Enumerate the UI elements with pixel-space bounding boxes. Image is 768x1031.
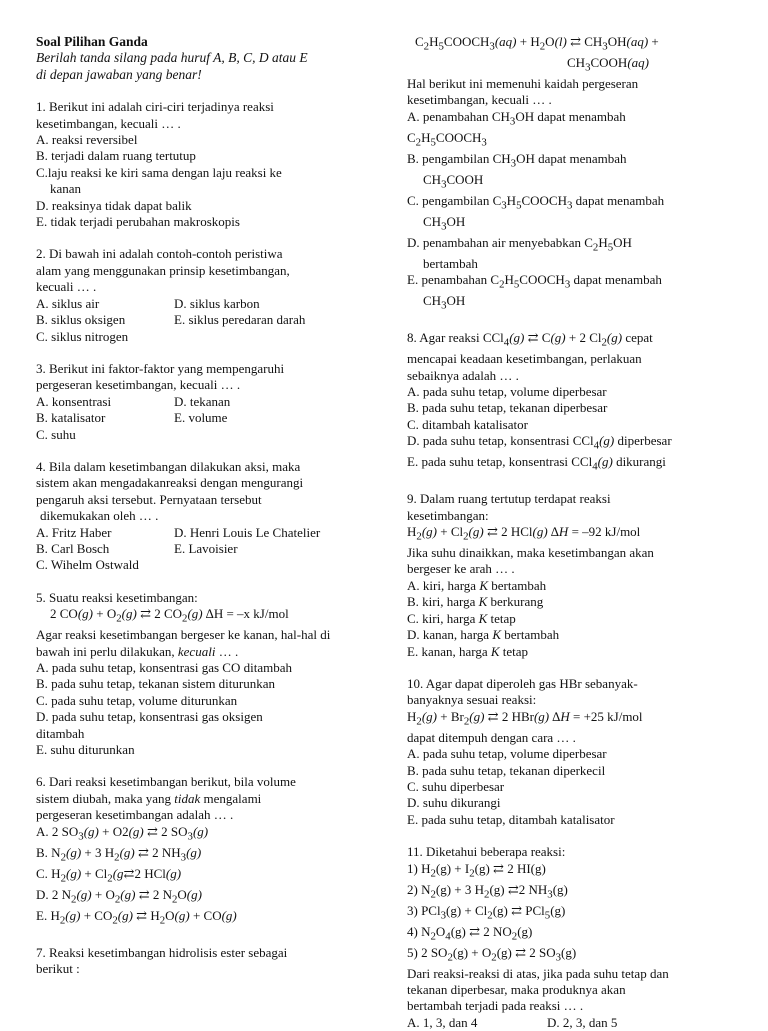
question-4-option-b[interactable]: B. Carl Bosch [36,540,110,556]
question-7-option-d[interactable]: D. penambahan air menyebabkan $C_2H_5OH$ [407,234,632,254]
question-9-option-b[interactable]: B. kiri, harga K berkurang [407,594,544,610]
question-7-option-b[interactable]: B. pengambilan $CH_3OH$ dapat menambah [407,150,627,170]
question-6-stem: sistem diubah, maka yang tidak mengalami [36,790,262,806]
question-4-option-a[interactable]: A. Fritz Haber [36,524,112,540]
question-7-stem: Hal berikut ini memenuhi kaidah pergeseran [407,76,639,91]
question-7-option-a-cont[interactable]: $C_2H_5COOCH_3$ [407,129,487,149]
question-2-stem: 2. Di bawah ini adalah contoh-contoh peristiwa [36,246,283,262]
question-9-option-a[interactable]: A. kiri, harga K bertambah [407,577,547,593]
question-2-option-b[interactable]: B. siklus oksigen [36,312,126,328]
question-7-stem: kesetimbangan, kecuali … . [407,92,552,108]
question-7-option-c[interactable]: C. pengambilan $C_3H_5COOCH_3$ dapat menambah [407,192,665,212]
left-column [36,34,366,977]
question-8-option-d[interactable]: D. pada suhu tetap, konsentrasi CCl$_4$(g) diperbesar [407,433,672,452]
question-1-option-d[interactable]: D. reaksinya tidak dapat balik [36,197,192,213]
question-11-reaction-2: 2) $N_2(g) + 3$ $H_2(g)$ ⇄2 $NH_3(g)$ [407,881,568,901]
question-5-option-d-cont[interactable]: ditambah [36,725,85,741]
question-1-option-c-cont[interactable]: kanan [50,181,82,197]
question-9-stem: 9. Dalam ruang tertutup terdapat reaksi [407,491,611,507]
question-2-option-a[interactable]: A. siklus air [36,295,100,311]
question-5-stem: bawah ini perlu dilakukan, kecuali … . [36,643,239,659]
question-7-option-e-cont[interactable]: $CH_3OH$ [423,293,466,312]
question-10-option-a[interactable]: A. pada suhu tetap, volume diperbesar [407,746,607,762]
question-4-stem: dikemukakan oleh … . [40,508,159,524]
instruction-line-1: Berilah tanda silang pada huruf A, B, C, D atau E [36,50,308,66]
question-5-stem: 5. Suatu reaksi kesetimbangan: [36,589,198,605]
question-4 [36,459,366,574]
question-1-option-b[interactable]: B. terjadi dalam ruang tertutup [36,148,196,164]
question-9-option-d[interactable]: D. kanan, harga K bertambah [407,627,560,643]
question-10-option-e[interactable]: E. pada suhu tetap, ditambah katalisator [407,811,615,827]
question-3-option-d[interactable]: D. tekanan [174,393,231,409]
question-10-stem: 10. Agar dapat diperoleh gas HBr sebanyak- [407,675,638,691]
question-2-option-c[interactable]: C. siklus nitrogen [36,328,129,344]
question-5-option-b[interactable]: B. pada suhu tetap, tekanan sistem diturunkan [36,676,276,692]
question-1-option-a[interactable]: A. reaksi reversibel [36,132,138,148]
question-7-equation-cont: $CH_3COOH(aq)$ [567,55,649,74]
question-4-option-e[interactable]: E. Lavoisier [174,540,238,556]
page-title: Soal Pilihan Ganda [36,34,148,49]
question-11-reaction-1: 1) $H_2(g) + I_2(g)$ ⇄ 2 HI(g) [407,860,546,880]
question-3-option-c[interactable]: C. suhu [36,426,76,442]
question-2-option-e[interactable]: E. siklus peredaran darah [174,312,306,328]
question-8 [407,330,737,475]
question-10-stem: dapat ditempuh dengan cara … . [407,729,576,745]
question-11-options [407,1015,737,1031]
question-11-stem: bertambah terjadi pada reaksi … . [407,998,584,1014]
question-6-stem: 6. Dari reaksi kesetimbangan berikut, bila volume [36,774,296,790]
question-5-option-c[interactable]: C. pada suhu tetap, volume diturunkan [36,692,238,708]
question-5-option-d[interactable]: D. pada suhu tetap, konsentrasi gas oksigen [36,709,263,725]
question-9-stem: kesetimbangan: [407,507,489,523]
question-3 [36,361,366,443]
question-7-option-c-cont[interactable]: $CH_3OH$ [423,213,466,233]
question-7 [36,945,366,978]
question-1 [36,99,366,230]
question-3-option-a[interactable]: A. konsentrasi [36,393,112,409]
question-1-option-c[interactable]: C.laju reaksi ke kiri sama dengan laju reaksi ke [36,164,282,180]
question-4-options [36,525,366,574]
question-4-stem: sistem akan mengadakanreaksi dengan mengurangi [36,475,304,491]
question-3-option-e[interactable]: E. volume [174,410,228,426]
instruction-line-2: di depan jawaban yang benar! [36,66,202,82]
question-5-option-a[interactable]: A. pada suhu tetap, konsentrasi gas CO ditambah [36,660,292,675]
question-8-stem: 8. Agar reaksi CCl$_4$(g) ⇄ C(g) + 2 $Cl_2(g)$ cepat [407,330,653,349]
question-1-stem: 1. Berikut ini adalah ciri-ciri terjadinya reaksi [36,99,274,115]
question-5-stem: Agar reaksi kesetimbangan bergeser ke kanan, hal-hal di [36,627,331,643]
question-10-option-b[interactable]: B. pada suhu tetap, tekanan diperkecil [407,762,606,778]
question-2-option-d[interactable]: D. siklus karbon [174,295,260,311]
question-7-option-a[interactable]: A. penambahan $CH_3OH$ dapat menambah [407,108,626,128]
question-11-reaction-5: 5) 2 $SO_2(g) + O_2(g)$ ⇄ 2 $SO_3(g)$ [407,944,577,964]
question-7-option-d-cont[interactable]: bertambah [423,255,478,271]
question-10-equation: $H_2(g) + Br_2(g)$ ⇄ 2 HBr(g) ∆H = +25 kJ/mol [407,708,643,728]
question-6 [36,774,366,928]
question-1-stem: kesetimbangan, kecuali … . [36,115,181,131]
question-11-stem: tekanan diperbesar, maka produknya akan [407,981,626,997]
question-8-option-b[interactable]: B. pada suhu tetap, tekanan diperbesar [407,400,608,416]
question-8-stem: sebaiknya adalah … . [407,367,519,383]
question-5-option-e[interactable]: E. suhu diturunkan [36,742,135,758]
question-7-stem: berikut : [36,961,80,977]
question-6-option-a[interactable]: A. 2 $SO_3(g) + O2(g)$ ⇄ 2 $SO_3(g)$ [36,823,209,843]
question-2-options [36,296,366,345]
question-4-stem: pengaruh aksi tersebut. Pernyataan tersebut [36,491,262,507]
question-10-option-c[interactable]: C. suhu diperbesar [407,778,505,794]
question-4-option-c[interactable]: C. Wihelm Ostwald [36,557,139,573]
question-9-stem: bergeser ke arah … . [407,561,515,577]
question-4-option-d[interactable]: D. Henri Louis Le Chatelier [174,524,321,540]
question-8-option-a[interactable]: A. pada suhu tetap, volume diperbesar [407,384,607,400]
question-11 [407,844,737,1031]
question-8-option-e[interactable]: E. pada suhu tetap, konsentrasi CCl$_4$(g) dikurangi [407,454,666,473]
question-8-stem: mencapai keadaan kesetimbangan, perlakuan [407,351,642,367]
question-7-equation: $C_2H_5COOCH_3(aq) + H_2O(l)$ ⇄ $CH_3OH(aq)$ + [415,34,659,53]
question-6-option-d[interactable]: D. 2 $N_2(g) + O_2(g)$ ⇄ 2 $N_2O(g)$ [36,886,202,906]
question-3-stem: 3. Berikut ini faktor-faktor yang mempengaruhi [36,360,285,376]
right-column [407,34,737,1031]
question-9-equation: $H_2(g) + Cl_2(g)$ ⇄ 2 HCl(g) ∆H = –92 kJ/mol [407,524,641,543]
question-9-option-c[interactable]: C. kiri, harga K tetap [407,610,516,626]
question-6-option-c[interactable]: C. $H_2(g)$ + $Cl_2(g⇄2$ HCl(g) [36,865,182,885]
question-9 [407,491,737,660]
question-1-option-e[interactable]: E. tidak terjadi perubahan makroskopis [36,214,240,230]
question-11-option-a[interactable]: A. 1, 3, dan 4 [407,1014,478,1030]
question-9-stem: Jika suhu dinaikkan, maka kesetimbangan akan [407,545,654,561]
question-2-stem: kecuali … . [36,279,97,295]
question-7-stem: 7. Reaksi kesetimbangan hidrolisis ester sebagai [36,944,288,960]
question-6-stem: pergeseran kesetimbangan adalah … . [36,807,234,823]
question-11-option-d[interactable]: D. 2, 3, dan 5 [547,1014,618,1030]
question-3-stem: pergeseran kesetimbangan, kecuali … . [36,377,241,393]
question-2 [36,246,366,344]
question-11-stem: Dari reaksi-reaksi di atas, jika pada suhu tetap dan [407,965,669,981]
question-11-reaction-4: 4) $N_2O_4(g)$ ⇄ 2 $NO_2(g)$ [407,923,533,943]
question-5 [36,590,366,759]
question-8-option-c[interactable]: C. ditambah katalisator [407,416,528,432]
question-3-options [36,394,366,443]
question-3-option-b[interactable]: B. katalisator [36,410,106,426]
question-4-stem: 4. Bila dalam kesetimbangan dilakukan aksi, maka [36,458,301,474]
question-7-option-e[interactable]: E. penambahan $C_2H_5COOCH_3$ dapat menambah [407,272,662,291]
question-7-option-b-cont[interactable]: $CH_3COOH$ [423,171,484,191]
question-5-equation: 2 $CO(g) + O_2(g)$ ⇄ 2 $CO_2(g) \Delta H = -x$ kJ/mol [50,606,289,625]
question-6-option-b[interactable]: B. $N_2(g) + 3$ $H_2(g)$ ⇄ 2 $NH_3(g)$ [36,844,202,864]
question-10-option-d[interactable]: D. suhu dikurangi [407,795,501,811]
question-11-stem: 11. Diketahui beberapa reaksi: [407,844,566,860]
question-9-option-e[interactable]: E. kanan, harga K tetap [407,643,529,659]
question-2-stem: alam yang menggunakan prinsip kesetimbangan, [36,262,290,278]
question-10-stem: banyaknya sesuai reaksi: [407,692,537,708]
question-11-reaction-3: 3) $PCl_3(g) + Cl_2(g)$ ⇄ PCl$_5$(g) [407,902,566,922]
question-6-option-e[interactable]: E. $H_2(g) + CO_2(g)$ ⇄ $H_2O(g) + CO(g)$ [36,907,237,927]
question-10 [407,676,737,828]
